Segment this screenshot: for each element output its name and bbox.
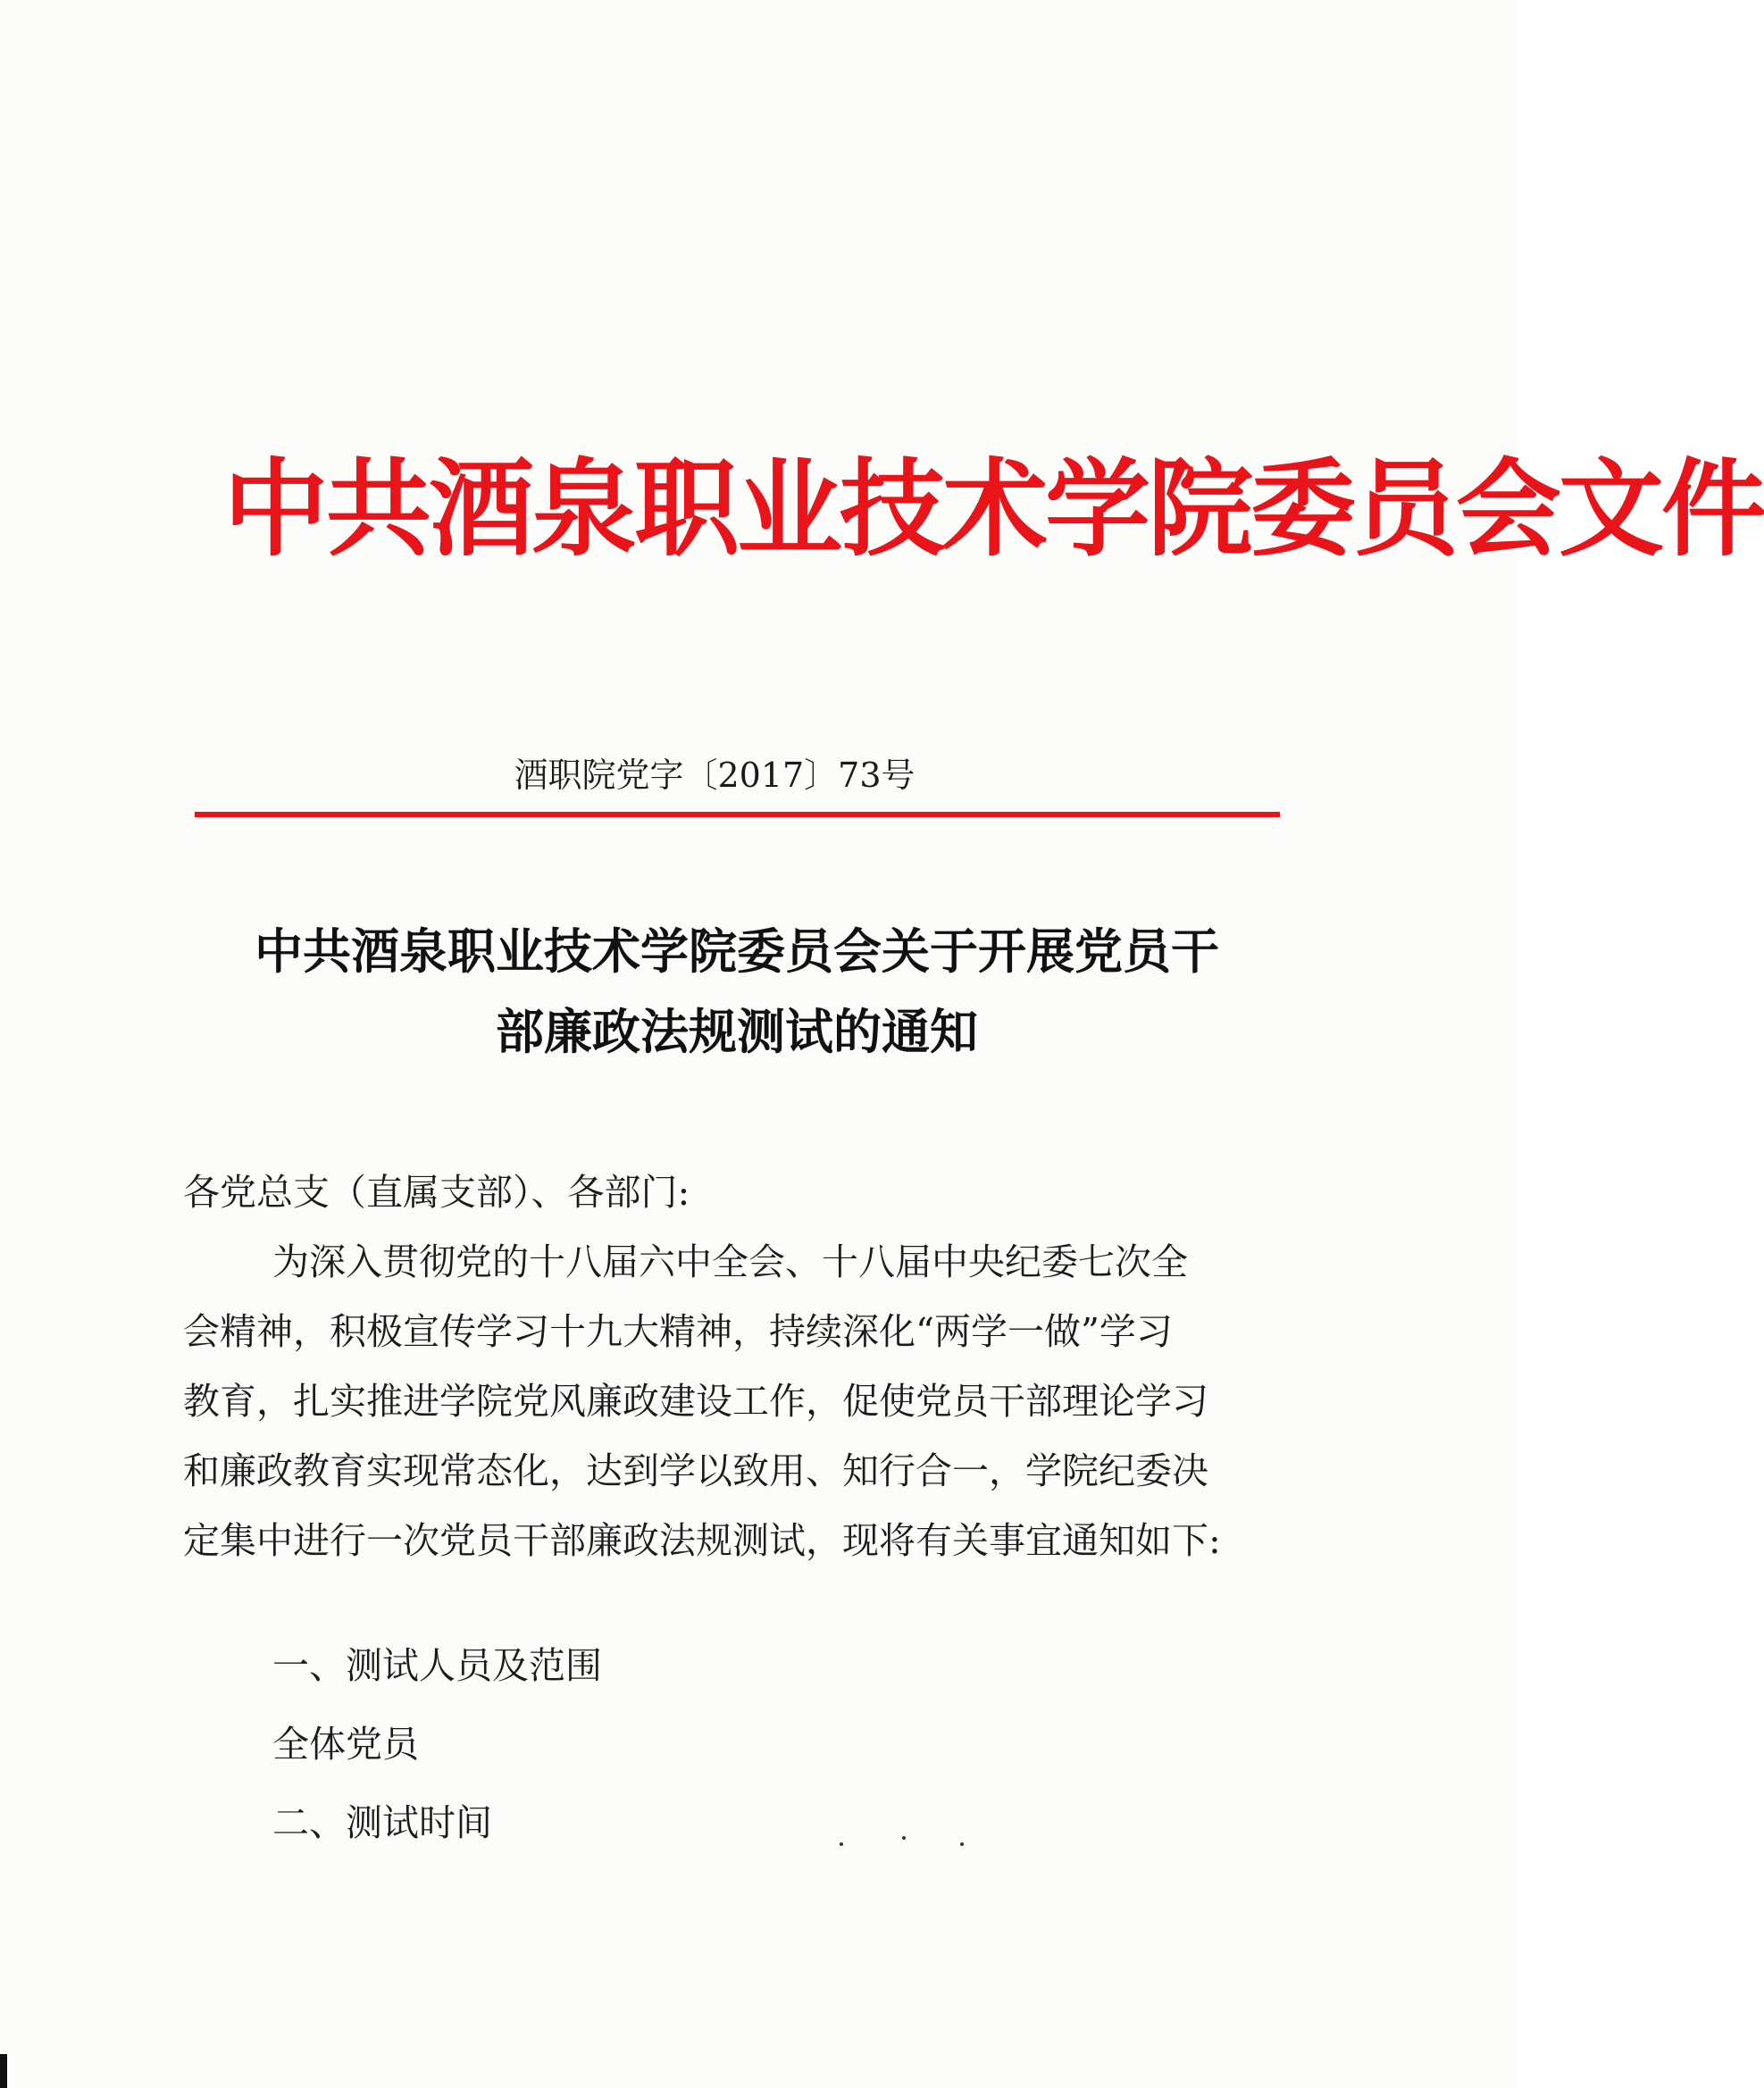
salutation: 各党总支（直属支部）、各部门: [183, 1171, 690, 1214]
section-1-content: 全体党员 [272, 1723, 419, 1766]
document-number: 酒职院党字〔2017〕73号 [514, 756, 915, 795]
notice-title [174, 911, 1300, 1072]
scan-speck [840, 1842, 843, 1846]
paragraph-line-4: 和廉政教育实现常态化，达到学以致用、知行合一，学院纪委决 [183, 1449, 1208, 1492]
section-1-heading: 一、测试人员及范围 [272, 1644, 602, 1687]
section-2-heading: 二、测试时间 [272, 1801, 492, 1844]
scan-speck [902, 1836, 906, 1840]
paragraph-line-5: 定集中进行一次党员干部廉政法规测试，现将有关事宜通知如下: [183, 1519, 1221, 1562]
masthead-title: 中共酒泉职业技术学院委员会文件 [223, 447, 1764, 571]
scan-speck [960, 1842, 964, 1846]
red-divider-line [195, 812, 1280, 817]
paragraph-line-2: 会精神，积极宣传学习十九大精神，持续深化“两学一做”学习 [183, 1310, 1173, 1353]
notice-title-line-1: 中共酒泉职业技术学院委员会关于开展党员干 [255, 923, 1219, 980]
paragraph-line-1: 为深入贯彻党的十八届六中全会、十八届中央纪委七次全 [272, 1240, 1188, 1283]
scan-edge-mark [0, 2054, 7, 2088]
paragraph-line-3: 教育，扎实推进学院党风廉政建设工作，促使党员干部理论学习 [183, 1380, 1208, 1423]
notice-title-line-2: 部廉政法规测试的通知 [496, 1003, 978, 1060]
